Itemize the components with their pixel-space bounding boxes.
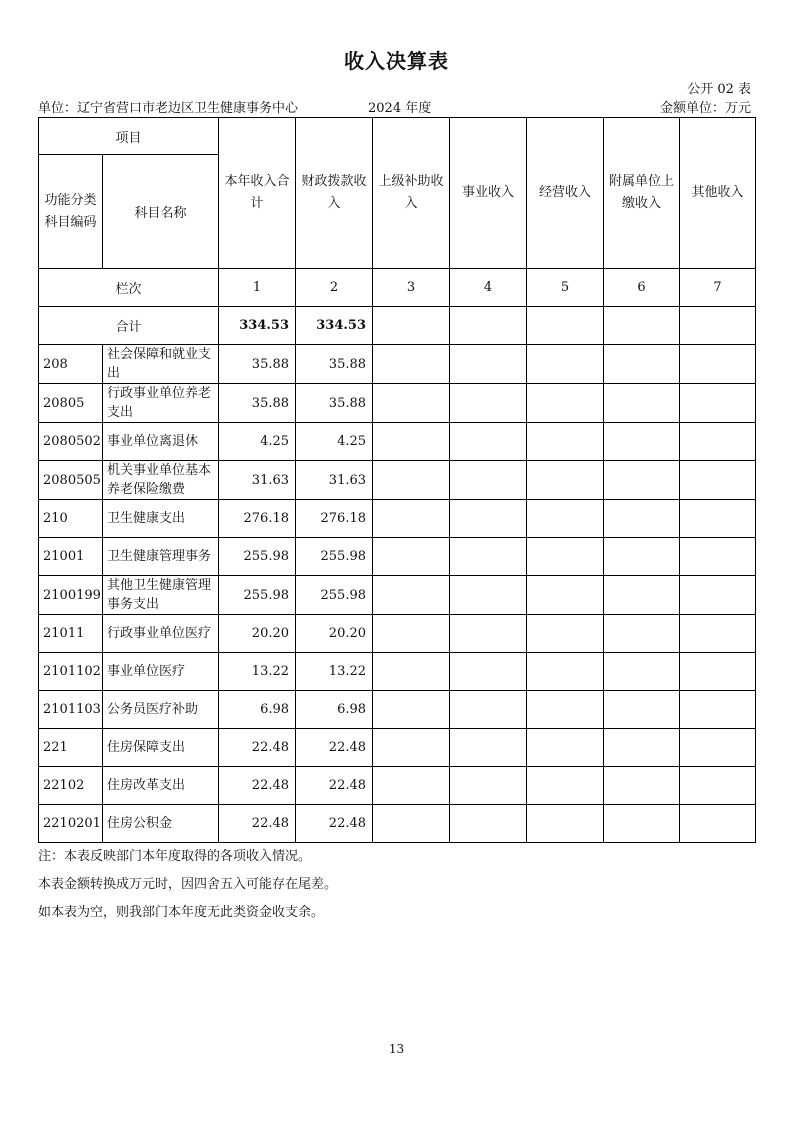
row-value [450, 729, 527, 767]
table-row [39, 345, 756, 384]
row-code: 2080505 [39, 461, 103, 500]
column-index: 3 [373, 269, 450, 307]
column-index: 4 [450, 269, 527, 307]
row-value [680, 805, 756, 843]
row-value [450, 500, 527, 538]
row-code: 2100199 [39, 576, 103, 615]
total-value: 334.53 [219, 307, 296, 345]
row-value [527, 538, 604, 576]
row-value [450, 423, 527, 461]
row-value [527, 691, 604, 729]
row-value [373, 423, 450, 461]
row-value [527, 729, 604, 767]
total-value [527, 307, 604, 345]
row-value [373, 805, 450, 843]
row-name: 机关事业单位基本养老保险缴费 [103, 461, 219, 500]
row-value [604, 500, 680, 538]
column-index: 1 [219, 269, 296, 307]
row-value [527, 500, 604, 538]
row-value [680, 615, 756, 653]
row-value [680, 423, 756, 461]
row-code: 210 [39, 500, 103, 538]
row-value [527, 615, 604, 653]
row-value [680, 653, 756, 691]
page-title: 收入决算表 [344, 49, 449, 73]
row-value [604, 691, 680, 729]
row-value: 255.98 [296, 576, 373, 615]
row-value: 22.48 [296, 729, 373, 767]
row-value: 276.18 [296, 500, 373, 538]
row-code: 21011 [39, 615, 103, 653]
row-name: 行政事业单位养老支出 [103, 384, 219, 423]
notes [38, 843, 337, 927]
header-col-4: 事业收入 [450, 118, 527, 269]
row-value [604, 805, 680, 843]
row-value [604, 615, 680, 653]
header-item: 项目 [39, 118, 219, 155]
row-value [450, 767, 527, 805]
total-label: 合计 [39, 307, 219, 345]
row-value: 276.18 [219, 500, 296, 538]
row-value [680, 345, 756, 384]
row-name: 事业单位医疗 [103, 653, 219, 691]
header-col-5: 经营收入 [527, 118, 604, 269]
table-row [39, 576, 756, 615]
row-value [527, 461, 604, 500]
total-value [450, 307, 527, 345]
row-code: 22102 [39, 767, 103, 805]
row-value: 4.25 [296, 423, 373, 461]
row-value [680, 767, 756, 805]
row-value [527, 423, 604, 461]
row-value [450, 576, 527, 615]
total-row [39, 307, 756, 345]
row-value [373, 500, 450, 538]
row-value [373, 767, 450, 805]
row-name: 其他卫生健康管理事务支出 [103, 576, 219, 615]
row-name: 卫生健康管理事务 [103, 538, 219, 576]
total-value [680, 307, 756, 345]
table-row [39, 767, 756, 805]
table-row [39, 500, 756, 538]
row-code: 2101103 [39, 691, 103, 729]
row-value [373, 384, 450, 423]
header-name: 科目名称 [103, 155, 219, 269]
row-value: 13.22 [219, 653, 296, 691]
row-name: 公务员医疗补助 [103, 691, 219, 729]
table-row [39, 805, 756, 843]
column-index: 7 [680, 269, 756, 307]
column-index: 2 [296, 269, 373, 307]
row-value [450, 461, 527, 500]
row-value [450, 691, 527, 729]
row-value: 255.98 [219, 576, 296, 615]
row-value: 13.22 [296, 653, 373, 691]
row-name: 住房公积金 [103, 805, 219, 843]
row-value: 22.48 [296, 767, 373, 805]
row-value [680, 538, 756, 576]
row-value: 31.63 [219, 461, 296, 500]
row-value [373, 729, 450, 767]
income-table [38, 117, 756, 843]
row-name: 住房改革支出 [103, 767, 219, 805]
row-value [680, 691, 756, 729]
row-value [527, 653, 604, 691]
header-col-7: 其他收入 [680, 118, 756, 269]
row-value: 35.88 [296, 345, 373, 384]
table-row [39, 384, 756, 423]
column-index-row [39, 269, 756, 307]
header-col-3: 上级补助收入 [373, 118, 450, 269]
row-value [450, 384, 527, 423]
row-value [604, 653, 680, 691]
row-value [680, 461, 756, 500]
fiscal-year: 2024 年度 [368, 101, 432, 116]
table-row [39, 461, 756, 500]
row-value [450, 615, 527, 653]
row-value [604, 576, 680, 615]
row-value: 22.48 [296, 805, 373, 843]
total-value [604, 307, 680, 345]
row-value [527, 384, 604, 423]
row-value: 22.48 [219, 729, 296, 767]
row-value: 6.98 [219, 691, 296, 729]
row-value: 31.63 [296, 461, 373, 500]
row-value: 255.98 [296, 538, 373, 576]
row-value [450, 805, 527, 843]
row-name: 社会保障和就业支出 [103, 345, 219, 384]
table-row [39, 615, 756, 653]
note-line: 注：本表反映部门本年度取得的各项收入情况。 [38, 849, 312, 864]
total-value: 334.53 [296, 307, 373, 345]
row-value: 20.20 [296, 615, 373, 653]
note-line: 如本表为空，则我部门本年度无此类资金收支余。 [38, 905, 325, 920]
row-name: 卫生健康支出 [103, 500, 219, 538]
column-index-label: 栏次 [39, 269, 219, 307]
row-code: 20805 [39, 384, 103, 423]
row-value [604, 538, 680, 576]
row-value [604, 767, 680, 805]
row-value: 35.88 [296, 384, 373, 423]
row-value [604, 729, 680, 767]
row-value [680, 384, 756, 423]
row-value: 22.48 [219, 767, 296, 805]
table-row [39, 729, 756, 767]
row-value: 4.25 [219, 423, 296, 461]
row-value [373, 461, 450, 500]
page-number: 13 [388, 1042, 405, 1056]
header-col-1: 本年收入合计 [219, 118, 296, 269]
row-value [527, 345, 604, 384]
row-value [373, 653, 450, 691]
form-number: 公开 02 表 [687, 82, 751, 97]
row-code: 2210201 [39, 805, 103, 843]
row-value: 255.98 [219, 538, 296, 576]
row-code: 21001 [39, 538, 103, 576]
row-value [373, 576, 450, 615]
unit-label: 单位：辽宁省营口市老边区卫生健康事务中心 [38, 101, 299, 116]
row-value: 6.98 [296, 691, 373, 729]
header-col-6: 附属单位上缴收入 [604, 118, 680, 269]
row-name: 事业单位离退休 [103, 423, 219, 461]
table-row [39, 691, 756, 729]
row-value [604, 461, 680, 500]
table-row [39, 653, 756, 691]
note-line: 本表金额转换成万元时，因四舍五入可能存在尾差。 [38, 877, 338, 892]
row-value [373, 345, 450, 384]
row-value [680, 576, 756, 615]
column-index: 5 [527, 269, 604, 307]
header-code: 功能分类科目编码 [39, 155, 103, 269]
row-value [450, 538, 527, 576]
row-name: 行政事业单位医疗 [103, 615, 219, 653]
row-value: 35.88 [219, 345, 296, 384]
row-value [604, 345, 680, 384]
row-value [680, 500, 756, 538]
amount-unit: 金额单位：万元 [659, 101, 751, 116]
header-col-2: 财政拨款收入 [296, 118, 373, 269]
row-code: 2101102 [39, 653, 103, 691]
row-value [373, 691, 450, 729]
row-value [373, 538, 450, 576]
total-value [373, 307, 450, 345]
row-value [527, 805, 604, 843]
row-value [450, 653, 527, 691]
table-row [39, 538, 756, 576]
row-name: 住房保障支出 [103, 729, 219, 767]
row-code: 208 [39, 345, 103, 384]
column-index: 6 [604, 269, 680, 307]
row-value [680, 729, 756, 767]
row-value [604, 384, 680, 423]
row-value: 22.48 [219, 805, 296, 843]
row-code: 221 [39, 729, 103, 767]
row-value [527, 767, 604, 805]
row-value: 20.20 [219, 615, 296, 653]
row-value [450, 345, 527, 384]
row-value [527, 576, 604, 615]
table-row [39, 423, 756, 461]
row-value [373, 615, 450, 653]
row-value: 35.88 [219, 384, 296, 423]
row-value [604, 423, 680, 461]
row-code: 2080502 [39, 423, 103, 461]
